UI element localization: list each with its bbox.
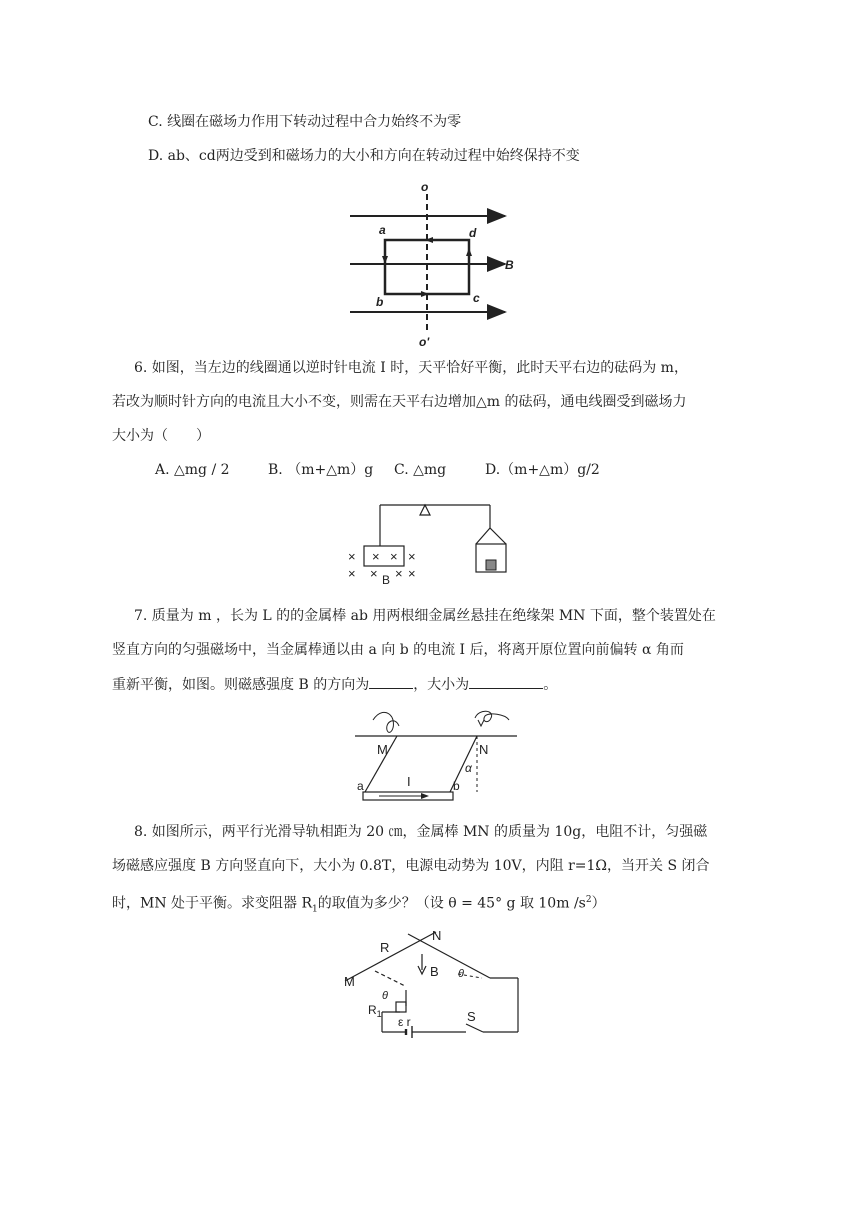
label-a: a [379, 223, 386, 237]
label-r: R [380, 940, 390, 955]
svg-text:×: × [348, 566, 356, 581]
q8-unit-superscript: 2 [585, 895, 592, 905]
label-n: N [479, 742, 489, 757]
label-c: c [473, 291, 480, 305]
answer-blank-magnitude[interactable] [469, 674, 543, 689]
svg-text:×: × [408, 566, 416, 581]
label-emf: ε r [398, 1015, 411, 1029]
q8-line-3-text-b: 的取值为多少？（设 θ = 45° g 取 10m /s [317, 895, 586, 912]
q8-line-2: 场磁感应强度 B 方向竖直向下，大小为 0.8T，电源电动势为 10V，内阻 r=1Ω，当开关 S 闭合 [112, 858, 710, 874]
inclined-rails-circuit-figure [340, 926, 525, 1041]
label-b: B [430, 964, 439, 979]
q6-option-a: A. △mg / 2 [155, 462, 230, 478]
coil-rotation-figure [345, 180, 525, 350]
label-theta-right: θ [458, 968, 464, 980]
svg-text:×: × [408, 549, 416, 564]
q8-r1-subscript: 1 [312, 904, 318, 915]
q8-line-3-text-a: 时，MN 处于平衡。求变阻器 R [112, 895, 313, 912]
svg-text:×: × [390, 549, 398, 564]
label-d: d [469, 226, 477, 240]
label-r1: $R_1$ [368, 1003, 382, 1019]
q6-line-2: 若改为顺时针方向的电流且大小不变，则需在天平右边增加△m 的砝码，通电线圈受到磁场力 [112, 394, 687, 410]
q8-line-3 [112, 890, 606, 919]
q6-option-d: D.（m+△m）g/2 [485, 462, 600, 478]
label-o-top: o [421, 180, 429, 194]
q5-option-c: C. 线圈在磁场力作用下转动过程中合力始终不为零 [148, 114, 462, 130]
label-o-bottom: o' [419, 335, 430, 349]
q7-line-2: 竖直方向的匀强磁场中，当金属棒通以由 a 向 b 的电流 I 后，将离开原位置向前偏转 α 角而 [112, 642, 684, 658]
label-current-i: I [407, 774, 411, 789]
q6-line-1: 6. 如图，当左边的线圈通以逆时针电流 I 时，天平恰好平衡，此时天平右边的砝码为 m， [134, 360, 688, 376]
label-a: a [357, 779, 364, 793]
q7-line-3-text-b: ，大小为 [413, 677, 470, 693]
label-field-b: B [505, 258, 514, 272]
q7-line-1: 7. 质量为 m ，长为 L 的的金属棒 ab 用两根细金属丝悬挂在绝缘架 MN 下面，整个装置处在 [134, 608, 716, 624]
q6-option-b: B. （m+△m）g [268, 462, 374, 478]
suspended-rod-figure [355, 706, 520, 810]
svg-text:×: × [348, 549, 356, 564]
label-n: N [432, 928, 442, 943]
label-s: S [467, 1009, 476, 1024]
q6-option-c: C. △mg [394, 462, 447, 478]
label-b: b [453, 779, 460, 793]
balance-figure [340, 498, 530, 590]
svg-text:×: × [370, 566, 378, 581]
coil-box [364, 546, 404, 566]
label-m: M [377, 742, 388, 757]
weight-icon [486, 560, 496, 570]
label-m: M [344, 974, 355, 989]
svg-text:×: × [395, 566, 403, 581]
q8-line-1: 8. 如图所示，两平行光滑导轨相距为 20 ㎝，金属棒 MN 的质量为 10g，电阻不计，匀强磁 [134, 824, 708, 840]
q6-line-3: 大小为（ ） [112, 428, 210, 444]
q7-line-3-text-a: 重新平衡，如图。则磁感强度 B 的方向为 [112, 677, 370, 693]
label-alpha: α [465, 761, 472, 775]
label-theta-left: θ [382, 990, 388, 1002]
q7-line-3 [112, 674, 557, 695]
answer-blank-direction[interactable] [369, 674, 413, 689]
svg-text:×: × [372, 549, 380, 564]
q8-line-3-text-c: ） [591, 895, 606, 912]
label-field-b: B [382, 573, 391, 587]
q7-line-3-text-c: 。 [543, 677, 558, 693]
label-b: b [376, 295, 384, 309]
pivot-icon [420, 505, 430, 515]
switch-s [466, 1024, 483, 1032]
rheostat-r1 [396, 1002, 406, 1012]
q5-option-d: D. ab、cd两边受到和磁场力的大小和方向在转动过程中始终保持不变 [148, 148, 580, 164]
